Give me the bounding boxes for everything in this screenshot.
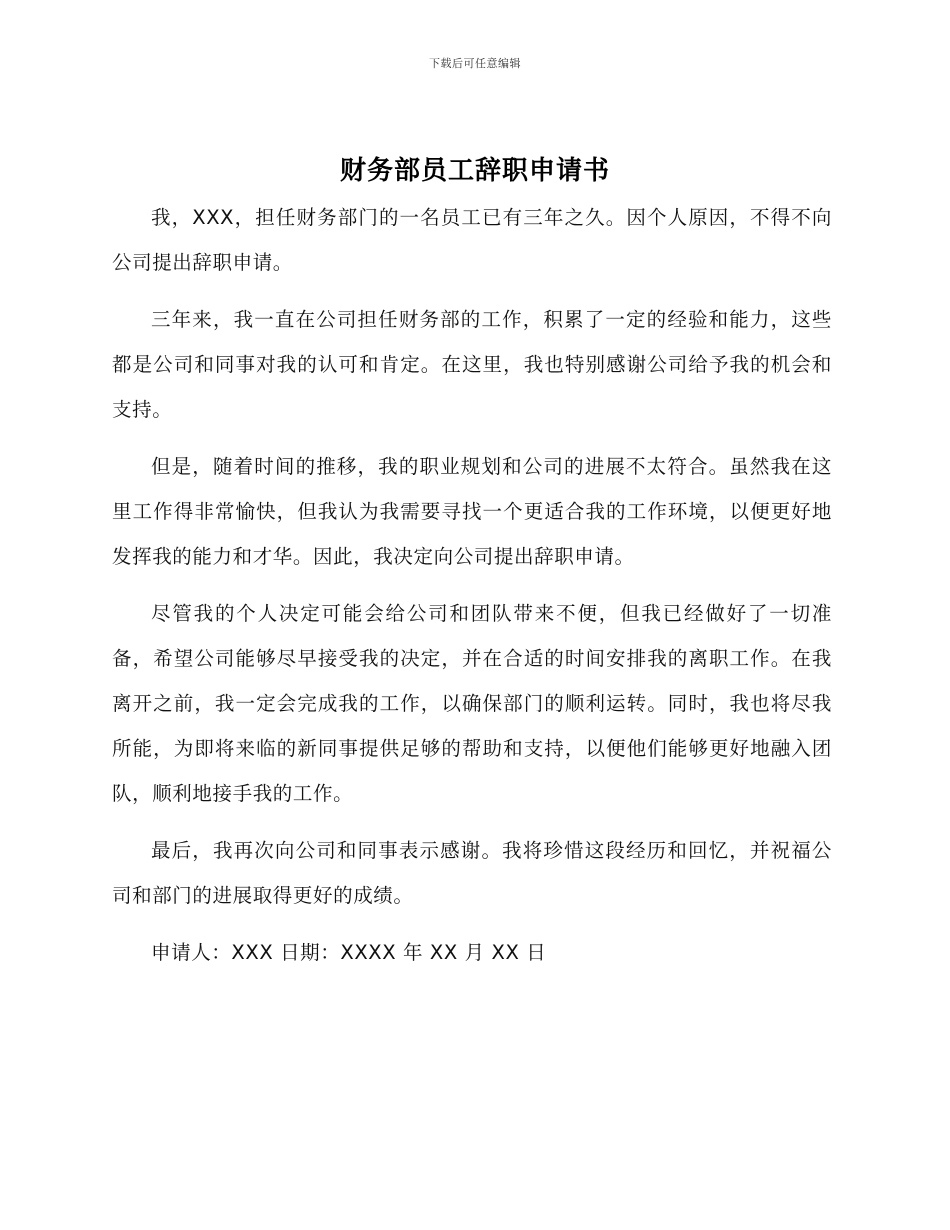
document-title: 财务部员工辞职申请书 — [339, 156, 610, 186]
document-body — [112, 195, 832, 975]
paragraph: 三年来，我一直在公司担任财务部的工作，积累了一定的经验和能力，这些都是公司和同事对我的认可和肯定。在这里，我也特别感谢公司给予我的机会和支持。 — [112, 308, 832, 421]
paragraph: 我，XXX，担任财务部门的一名员工已有三年之久。因个人原因，不得不向公司提出辞职申请。 — [112, 206, 832, 274]
header-note: 下载后可任意编辑 — [429, 57, 521, 70]
paragraph: 尽管我的个人决定可能会给公司和团队带来不便，但我已经做好了一切准备，希望公司能够尽早接受我的决定，并在合适的时间安排我的离职工作。在我离开之前，我一定会完成我的工作，以确保部门的顺利运转。同时，我也将尽我所能，为即将来临的新同事提供足够的帮助和支持，以便他们能够更好地融入团队，顺利地接手我的工作。 — [112, 602, 832, 805]
paragraph: 但是，随着时间的推移，我的职业规划和公司的进展不太符合。虽然我在这里工作得非常愉快，但我认为我需要寻找一个更适合我的工作环境，以便更好地发挥我的能力和才华。因此，我决定向公司提出辞职申请。 — [112, 455, 832, 568]
signature-line: 申请人：XXX 日期：XXXX 年 XX 月 XX 日 — [151, 941, 547, 964]
paragraph: 最后，我再次向公司和同事表示感谢。我将珍惜这段经历和回忆，并祝福公司和部门的进展取得更好的成绩。 — [112, 839, 832, 907]
